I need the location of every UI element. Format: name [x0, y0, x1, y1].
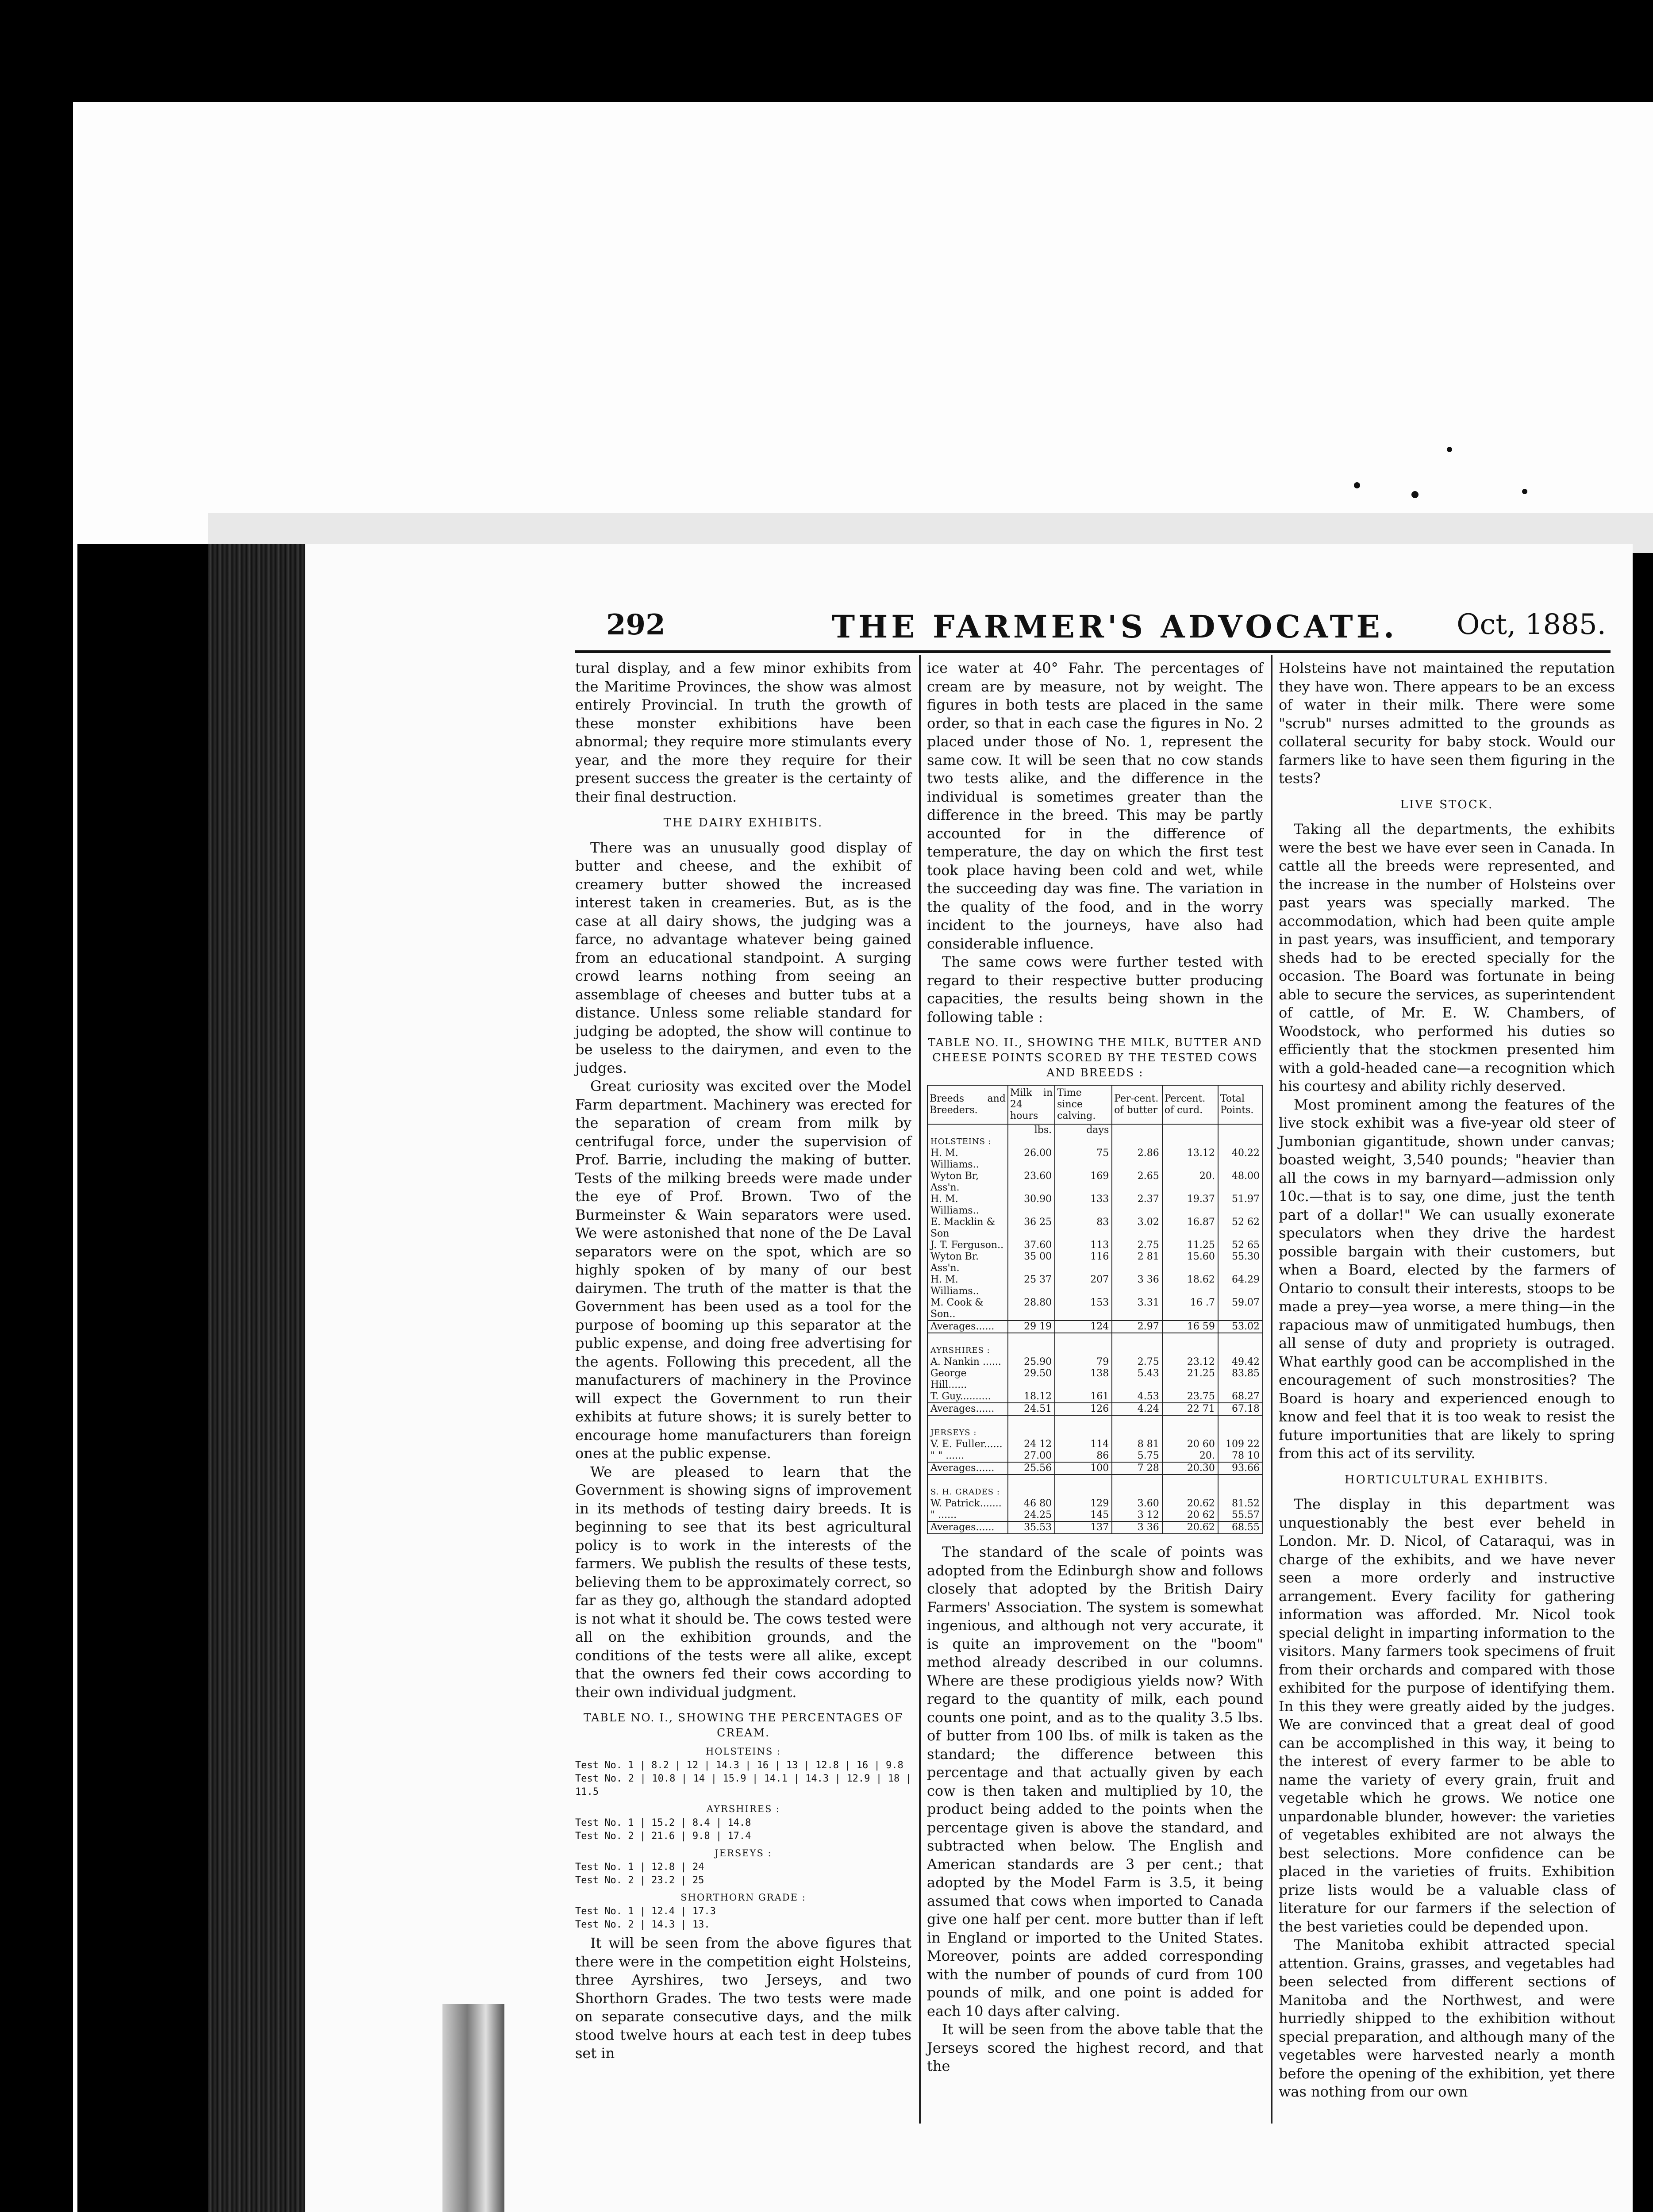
scores-table [927, 1085, 1263, 1534]
table-row [927, 1450, 1263, 1462]
table-cell: 23.75 [1162, 1391, 1218, 1403]
table-cell: 23.60 [1008, 1171, 1055, 1194]
table-cell: 68.55 [1218, 1521, 1263, 1534]
cream-group-label: SHORTHORN GRADE : [680, 1892, 806, 1903]
paragraph: It will be seen from the above figures that there were in the competition eight Holsteins, three Ayrshires, two Jerseys, and two Shorthorn Grades. The two tests were made on separate consecutive days, and the milk stood twelve hours at each test in deep tubes set in [575, 1935, 911, 2062]
dust-speck [1411, 491, 1419, 498]
table-cell: 55.57 [1218, 1509, 1263, 1521]
paragraph: ice water at 40° Fahr. The percentages of cream are by measure, not by weight. The figures in both tests are placed in the same order, so that in each case the figures in No. 2 placed under those of No. 1, represent the same cow. It will be seen that no cow stands two tests alike, and the difference in the individual is sometimes greater than the difference in the breed. This may be partly accounted for in the difference of temperature, the day on which the first test took place having been cold and wet, while the succeeding day was fine. The variation in the quality of the food, and in the worry incident to the journeys, have also had considerable influence. [927, 660, 1263, 952]
table-cell: 93.66 [1218, 1462, 1263, 1475]
table-cell: 29 19 [1008, 1321, 1055, 1333]
table-cell: 2.75 [1112, 1240, 1162, 1251]
header-rule [575, 650, 1611, 653]
spacer-row [927, 1333, 1263, 1345]
scan-edge-strip [73, 102, 77, 2212]
table-cell: 3 12 [1112, 1509, 1162, 1521]
table-row [927, 1171, 1263, 1194]
table-cell: 25 37 [1008, 1274, 1055, 1297]
table-cell: 64.29 [1218, 1274, 1263, 1297]
table-row [927, 1498, 1263, 1509]
page-header [606, 608, 1606, 650]
table-cell: 37.60 [1008, 1240, 1055, 1251]
table-cell: 51.97 [1218, 1194, 1263, 1217]
table-cell: 24 12 [1008, 1439, 1055, 1450]
table-caption: TABLE NO. II., SHOWING THE MILK, BUTTER AND CHEESE POINTS SCORED BY THE TESTED COWS AND BREEDS : [928, 1036, 1262, 1079]
cream-group-label: JERSEYS : [715, 1848, 772, 1859]
table-cell: 5.43 [1112, 1368, 1162, 1391]
dust-speck [1522, 489, 1527, 494]
table-cell: 11.25 [1162, 1240, 1218, 1251]
cream-row: Test No. 2 | 10.8 | 14 | 15.9 | 14.1 | 14.3 | 12.9 | 18 | 11.5 [575, 1773, 911, 1797]
table-cell: 25.56 [1008, 1462, 1055, 1475]
unit-label: lbs. [1008, 1124, 1055, 1136]
table-cell: " ...... [927, 1509, 1008, 1521]
paragraph: Taking all the departments, the exhibits were the best we have ever seen in Canada. In cattle all the breeds were represented, and the increase in the number of Holsteins over past years was specially marked. The accommodation, which had been quite ample in past years, was insufficient, and temporary sheds had to be erected specially for the occasion. The Board was fortunate in being able to secure the services, as superintendent of cattle, of Mr. E. W. Chambers, of Woodstock, who performed his duties so efficiently that the stockmen presented him with a gold-headed cane—a recognition which his courtesy and ability richly deserved. [1279, 821, 1615, 1094]
group-label: JERSEYS : [927, 1427, 1008, 1439]
table-cell: 59.07 [1218, 1297, 1263, 1321]
spacer-row [927, 1415, 1263, 1427]
group-row [927, 1427, 1263, 1439]
group-row [927, 1136, 1263, 1148]
table-cell: 8 81 [1112, 1439, 1162, 1450]
paragraph: The standard of the scale of points was adopted from the Edinburgh show and follows closely that adopted by the British Dairy Farmers' Association. The system is somewhat ingenious, and although not very accurate, it is quite an improvement on the "boom" method already described in our columns. Where are these prodigious yields now? With regard to the quantity of milk, each pound counts one point, and as to the quality 3.5 lbs. of butter from 100 lbs. of milk is taken as the standard; the difference between this percentage and that actually given by each cow is then taken and multiplied by 10, the product being added to the points when the percentage given is above the standard, and subtracted when below. The English and American standards are 3 per cent.; that adopted by the Model Farm is 3.5, it being assumed that cows when imported to Canada give one half per cent. more butter than if left in England or imported to the United States. Moreover, points are added corresponding with the number of pounds of curd from 100 pounds of milk, and one point is added for each 10 days after calving. [927, 1544, 1263, 2020]
table-cell: 2 81 [1112, 1251, 1162, 1274]
table-cell: 4.53 [1112, 1391, 1162, 1403]
table-cell: 133 [1055, 1194, 1112, 1217]
table-row [927, 1251, 1263, 1274]
table-cell: J. T. Ferguson.. [927, 1240, 1008, 1251]
table-cell: 67.18 [1218, 1403, 1263, 1415]
table-row [927, 1194, 1263, 1217]
scores-table-body [927, 1124, 1263, 1534]
table-cell: 23.12 [1162, 1356, 1218, 1368]
table-cell: H. M. Williams.. [927, 1148, 1008, 1171]
table-cell: 30.90 [1008, 1194, 1055, 1217]
table-cell: 83.85 [1218, 1368, 1263, 1391]
table-cell: Averages...... [927, 1403, 1008, 1415]
cream-row: Test No. 1 | 15.2 | 8.4 | 14.8 [575, 1817, 751, 1828]
table-cell: T. Guy.......... [927, 1391, 1008, 1403]
table-cell: 145 [1055, 1509, 1112, 1521]
table-cell: 20. [1162, 1450, 1218, 1462]
table-row [927, 1439, 1263, 1450]
table-cell: 207 [1055, 1274, 1112, 1297]
table-cell: 48.00 [1218, 1171, 1263, 1194]
table-row [927, 1240, 1263, 1251]
table-cell: 24.25 [1008, 1509, 1055, 1521]
table-cell: 2.75 [1112, 1356, 1162, 1368]
table-cell: 25.90 [1008, 1356, 1055, 1368]
cream-group-label: AYRSHIRES : [706, 1804, 780, 1814]
table-cell: 18.12 [1008, 1391, 1055, 1403]
group-label: AYRSHIRES : [927, 1345, 1008, 1356]
section-heading: HORTICULTURAL EXHIBITS. [1344, 1473, 1549, 1486]
table-cell: 3 36 [1112, 1274, 1162, 1297]
page-number: 292 [606, 608, 665, 641]
table-cell: 169 [1055, 1171, 1112, 1194]
table-cell: 75 [1055, 1148, 1112, 1171]
table-cell: 2.65 [1112, 1171, 1162, 1194]
unit-label: days [1055, 1124, 1112, 1136]
paragraph: The display in this department was unquestionably the best ever beheld in London. Mr. D. Nicol, of Cataraqui, was in charge of the exhibits, and we have never seen a more orderly and instructive arrangement. Every facility for gathering information was afforded. Mr. Nicol took special delight in imparting information to the visitors. Many farmers took specimens of fruit from their orchards and compared with those exhibited for the purpose of identifying them. In this they were greatly aided by the judges. We are convinced that a great deal of good can be accomplished in this way, it being to the interest of every farmer to be able to name the variety of every grain, fruit and vegetable which he grows. We notice one unpardonable blunder, however: the varieties of vegetables exhibited are not always the best selections. More confidence can be placed in the varieties of fruits. Exhibition prize lists would be a valuable class of literature for our farmers if the selection of the best varieties could be depended upon. [1279, 1496, 1615, 1935]
dust-speck [1447, 447, 1452, 452]
table-cell: 137 [1055, 1521, 1112, 1534]
table-cell: " " ...... [927, 1450, 1008, 1462]
table-cell: 2.97 [1112, 1321, 1162, 1333]
paragraph: We are pleased to learn that the Government is showing signs of improvement in its methods of testing dairy breeds. It is beginning to see that its best agricultural policy is to work in the interests of the farmers. We publish the results of these tests, believing them to be approximately correct, so far as they go, although the standard adopted is not what it should be. The cows tested were all on the exhibition grounds, and the conditions of the tests were all alike, except that the owners fed their cows according to their own individual judgment. [575, 1463, 911, 1701]
table-cell: 86 [1055, 1450, 1112, 1462]
table-cell: 28.80 [1008, 1297, 1055, 1321]
table-row [927, 1297, 1263, 1321]
table-cell: Wyton Br. Ass'n. [927, 1251, 1008, 1274]
table-cell: 36 25 [1008, 1217, 1055, 1240]
table-cell: 161 [1055, 1391, 1112, 1403]
column-3 [1279, 659, 1615, 2101]
cream-row: Test No. 1 | 12.4 | 17.3 [575, 1906, 716, 1917]
table-cell: 3 36 [1112, 1521, 1162, 1534]
section-heading: LIVE STOCK. [1400, 798, 1494, 811]
table-cell: 3.31 [1112, 1297, 1162, 1321]
column-header: Milk in 24 hours [1008, 1085, 1055, 1124]
column-divider [919, 655, 921, 2124]
table-cell: M. Cook & Son.. [927, 1297, 1008, 1321]
table-cell: 5.75 [1112, 1450, 1162, 1462]
table-cell: 19.37 [1162, 1194, 1218, 1217]
cream-row: Test No. 2 | 23.2 | 25 [575, 1875, 704, 1886]
table-cell: 22 71 [1162, 1403, 1218, 1415]
table-cell: 20 60 [1162, 1439, 1218, 1450]
column-header: Breeds and Breeders. [927, 1085, 1008, 1124]
column-1 [575, 659, 911, 2063]
table-cell: 20.30 [1162, 1462, 1218, 1475]
table-cell: 20.62 [1162, 1521, 1218, 1534]
group-row [927, 1486, 1263, 1498]
table-cell: 35 00 [1008, 1251, 1055, 1274]
paragraph: It will be seen from the above table that the Jerseys scored the highest record, and that the [927, 2021, 1263, 2074]
table-cell: 129 [1055, 1498, 1112, 1509]
table-cell: Averages...... [927, 1321, 1008, 1333]
table-cell: 138 [1055, 1368, 1112, 1391]
table-cell: 153 [1055, 1297, 1112, 1321]
cream-table [575, 1745, 911, 1932]
book-clamp [442, 2004, 504, 2212]
paragraph: The Manitoba exhibit attracted special attention. Grains, grasses, and vegetables had been selected from different sections of Manitoba and the Northwest, and were hurriedly shipped to the exhibition without special preparation, and although many of the vegetables were harvested nearly a month before the opening of the exhibition, yet there was nothing from our own [1279, 1936, 1615, 2100]
table-cell: Averages...... [927, 1462, 1008, 1475]
table-row [927, 1391, 1263, 1403]
group-row [927, 1345, 1263, 1356]
table-cell: George Hill...... [927, 1368, 1008, 1391]
table-cell: 20 62 [1162, 1509, 1218, 1521]
paragraph: The same cows were further tested with regard to their respective butter producing capacities, the results being shown in the following table : [927, 953, 1263, 1025]
table-row [927, 1274, 1263, 1297]
table-cell: A. Nankin ...... [927, 1356, 1008, 1368]
table-cell: 16 .7 [1162, 1297, 1218, 1321]
table-cell: 20. [1162, 1171, 1218, 1194]
issue-date: Oct, 1885. [1457, 608, 1606, 641]
table-cell: 100 [1055, 1462, 1112, 1475]
table-cell: 53.02 [1218, 1321, 1263, 1333]
table-cell: Averages...... [927, 1521, 1008, 1534]
cream-row: Test No. 2 | 21.6 | 9.8 | 17.4 [575, 1831, 751, 1842]
section-heading: THE DAIRY EXHIBITS. [663, 816, 823, 830]
column-header: Percent. of curd. [1162, 1085, 1218, 1124]
paragraph: tural display, and a few minor exhibits from the Maritime Provinces, the show was almost entirely Provincial. In truth the growth of these monster exhibitions have been abnormal; they require more stimulants every year, and the more they require for their present success the greater is the certainty of their final destruction. [575, 660, 911, 805]
table-row [927, 1368, 1263, 1391]
table-cell: 35.53 [1008, 1521, 1055, 1534]
table-cell: 126 [1055, 1403, 1112, 1415]
table-cell: 78 10 [1218, 1450, 1263, 1462]
column-header: Per-cent. of butter [1112, 1085, 1162, 1124]
table-cell: 52 65 [1218, 1240, 1263, 1251]
table-cell: 4.24 [1112, 1403, 1162, 1415]
dust-speck [1354, 482, 1360, 488]
table-cell: 13.12 [1162, 1148, 1218, 1171]
table-cell: 24.51 [1008, 1403, 1055, 1415]
cream-row: Test No. 1 | 12.8 | 24 [575, 1862, 704, 1873]
cream-row: Test No. 1 | 8.2 | 12 | 14.3 | 16 | 13 | 12.8 | 16 | 9.8 [575, 1760, 903, 1771]
table-cell: 29.50 [1008, 1368, 1055, 1391]
table-cell: 26.00 [1008, 1148, 1055, 1171]
table-cell: 18.62 [1162, 1274, 1218, 1297]
column-header: Time since calving. [1055, 1085, 1112, 1124]
table-cell: 46 80 [1008, 1498, 1055, 1509]
paragraph: Most prominent among the features of the live stock exhibit was a five-year old steer of Jumbonian gigantitude, shown under canvas; boasted weight, 3,540 pounds; "heavier than all the cows in my barnyard—admission only 10c.—that is to say, one dime, just the tenth part of a dollar!" We can usually exonerate speculators when they drive the hardest possible bargain with their customers, but when a Board, elected by the farmers of Ontario to consult their interests, stoops to be made a prey—yea worse, a mere thing—in the rapacious maw of unmitigated humbugs, then all sense of duty and propriety is outraged. What earthly good can be accomplished in the encouragement of such monstrosities? The Board is hoary and experienced enough to know and feel that it is too weak to resist the future importunities that are likely to spring from this act of its servility. [1279, 1096, 1615, 1462]
averages-row [927, 1521, 1263, 1534]
table-cell: 83 [1055, 1217, 1112, 1240]
table-cell: 52 62 [1218, 1217, 1263, 1240]
column-header: Total Points. [1218, 1085, 1263, 1124]
cream-group-label: HOLSTEINS : [705, 1746, 781, 1757]
table-row [927, 1356, 1263, 1368]
table-cell: 2.37 [1112, 1194, 1162, 1217]
table-cell: 20.62 [1162, 1498, 1218, 1509]
table-cell: E. Macklin & Son [927, 1217, 1008, 1240]
table-cell: 21.25 [1162, 1368, 1218, 1391]
table-cell: 3.60 [1112, 1498, 1162, 1509]
table-cell: 124 [1055, 1321, 1112, 1333]
masthead-title: THE FARMER'S ADVOCATE. [832, 608, 1398, 645]
averages-row [927, 1462, 1263, 1475]
table-cell: Wyton Br, Ass'n. [927, 1171, 1008, 1194]
table-cell: W. Patrick....... [927, 1498, 1008, 1509]
table-cell: H. M. Williams.. [927, 1194, 1008, 1217]
column-2 [927, 659, 1263, 2076]
table-cell: 40.22 [1218, 1148, 1263, 1171]
spacer-row [927, 1475, 1263, 1486]
paragraph: Great curiosity was excited over the Model Farm department. Machinery was erected for the separation of cream from milk by centrifugal force, under the supervision of Prof. Barrie, including the making of butter. Tests of the milking breeds were made under the eye of Prof. Brown. Two of the Burmeinster & Wain separators were used. We were astonished that none of the De Laval separators were on the spot, which are so highly spoken of by many of our best dairymen. The truth of the matter is that the Government has been used as a tool for the purpose of booming up this separator at the public expense, and doing free advertising for the agents. Following this precedent, all the manufacturers of machinery in the Province will expect the Government to run their exhibits at future shows; it is surely better to encourage home manufacturers than foreign ones at the public expense. [575, 1078, 911, 1462]
table-cell: H. M. Williams.. [927, 1274, 1008, 1297]
table-cell: 109 22 [1218, 1439, 1263, 1450]
table-cell: 68.27 [1218, 1391, 1263, 1403]
averages-row [927, 1321, 1263, 1333]
table-cell: 81.52 [1218, 1498, 1263, 1509]
blank-upper-page [77, 102, 1653, 544]
cream-row: Test No. 2 | 14.3 | 13. [575, 1919, 710, 1930]
table-cell: 79 [1055, 1356, 1112, 1368]
table-row [927, 1217, 1263, 1240]
table-cell: 116 [1055, 1251, 1112, 1274]
table-cell: 113 [1055, 1240, 1112, 1251]
table-cell: 49.42 [1218, 1356, 1263, 1368]
table-row [927, 1509, 1263, 1521]
table-cell: 16 59 [1162, 1321, 1218, 1333]
group-label: HOLSTEINS : [927, 1136, 1008, 1148]
table-cell: V. E. Fuller...... [927, 1439, 1008, 1450]
table-cell: 27.00 [1008, 1450, 1055, 1462]
paragraph: There was an unusually good display of butter and cheese, and the exhibit of creamery butter showed the increased interest taken in creameries. But, as is the case at all dairy shows, the judging was a farce, no advantage whatever being gained from an educational standpoint. A surging crowd learns nothing from seeing an assemblage of cheeses and butter tubs at a distance. Unless some reliable standard for judging be adopted, the show will continue to be useless to the dairymen, and even to the judges. [575, 839, 911, 1076]
table-cell: 16.87 [1162, 1217, 1218, 1240]
table-caption: TABLE NO. I., SHOWING THE PERCENTAGES OF CREAM. [583, 1711, 903, 1739]
table-cell: 7 28 [1112, 1462, 1162, 1475]
table-cell: 114 [1055, 1439, 1112, 1450]
table-cell: 3.02 [1112, 1217, 1162, 1240]
averages-row [927, 1403, 1263, 1415]
table-cell: 55.30 [1218, 1251, 1263, 1274]
table-cell: 2.86 [1112, 1148, 1162, 1171]
table-row [927, 1148, 1263, 1171]
group-label: S. H. GRADES : [927, 1486, 1008, 1498]
paragraph: Holsteins have not maintained the reputation they have won. There appears to be an excess of water in their milk. There were some "scrub" nurses admitted to the grounds as collateral security for baby stock. Would our farmers like to have seen them figuring in the tests? [1279, 660, 1615, 787]
column-divider [1271, 655, 1272, 2124]
table-cell: 15.60 [1162, 1251, 1218, 1274]
